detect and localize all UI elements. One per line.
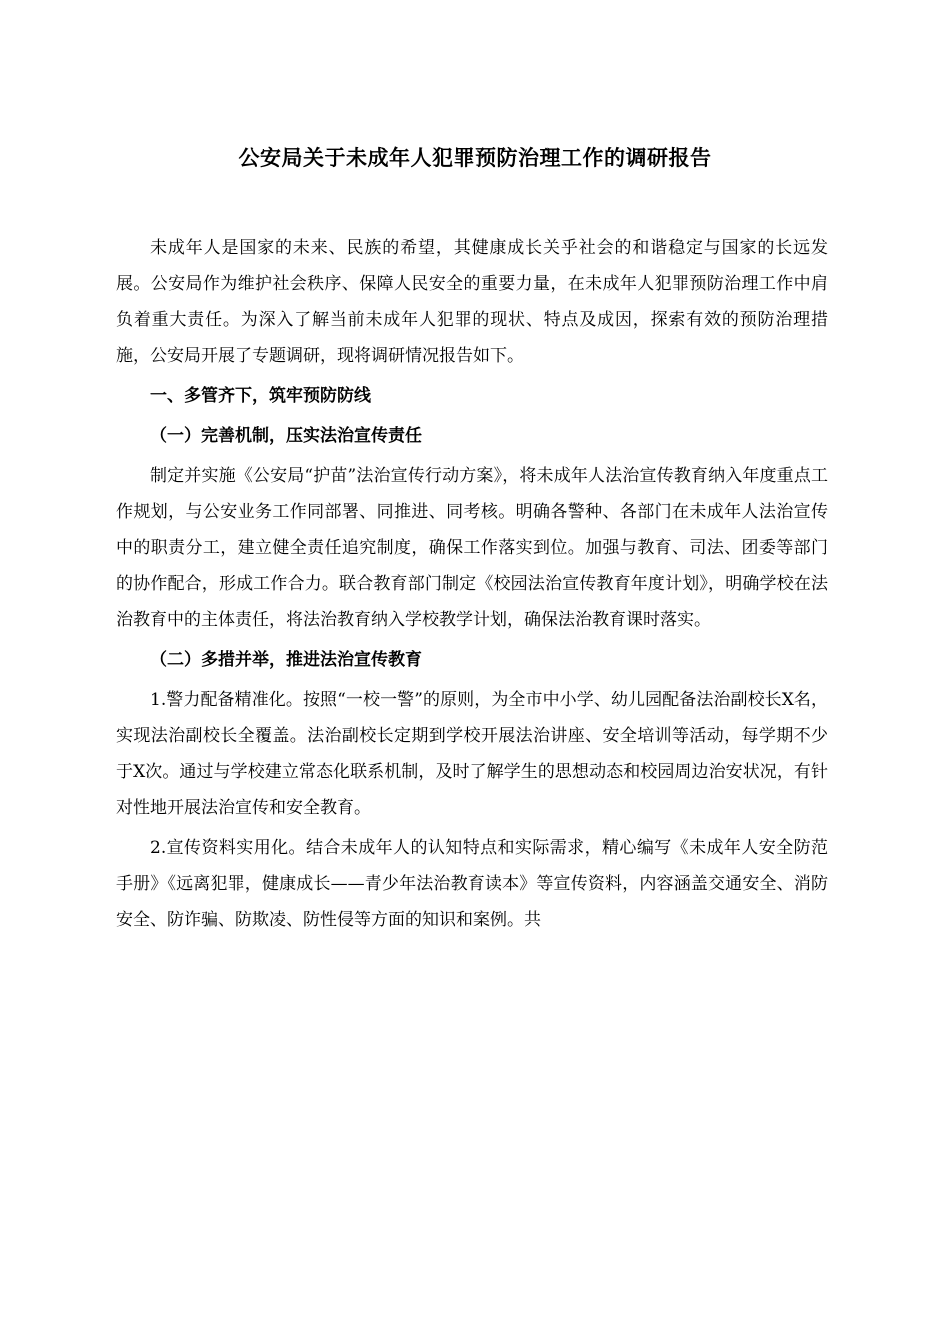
subsection-2-item-2: 2.宣传资料实用化。结合未成年人的认知特点和实际需求，精心编写《未成年人安全防范手册》《远离犯罪，健康成长——青少年法治教育读本》等宣传资料，内容涵盖交通安全、消防安全、防诈骗、防欺凌、防性侵等方面的知识和案例。共: [116, 838, 828, 930]
document-body: [116, 230, 828, 938]
subsection-1-paragraph: 制定并实施《公安局“护苗”法治宣传行动方案》，将未成年人法治宣传教育纳入年度重点工作规划，与公安业务工作同部署、同推进、同考核。明确各警种、各部门在未成年人法治宣传中的职责分工，建立健全责任追究制度，确保工作落实到位。加强与教育、司法、团委等部门的协作配合，形成工作合力。联合教育部门制定《校园法治宣传教育年度计划》，明确学校在法治教育中的主体责任，将法治教育纳入学校教学计划，确保法治教育课时落实。: [116, 466, 828, 630]
intro-paragraph: 未成年人是国家的未来、民族的希望，其健康成长关乎社会的和谐稳定与国家的长远发展。公安局作为维护社会秩序、保障人民安全的重要力量，在未成年人犯罪预防治理工作中肩负着重大责任。为深入了解当前未成年人犯罪的现状、特点及成因，探索有效的预防治理措施，公安局开展了专题调研，现将调研情况报告如下。: [116, 238, 828, 366]
subsection-2-heading: （二）多措并举，推进法治宣传教育: [150, 650, 422, 670]
section-1-heading: 一、多管齐下，筑牢预防防线: [150, 386, 371, 406]
subsection-2-item-1: 1.警力配备精准化。按照“一校一警”的原则，为全市中小学、幼儿园配备法治副校长X名，实现法治副校长全覆盖。法治副校长定期到学校开展法治讲座、安全培训等活动，每学期不少于X次。通过与学校建立常态化联系机制，及时了解学生的思想动态和校园周边治安状况，有针对性地开展法治宣传和安全教育。: [116, 690, 828, 818]
document-title: 公安局关于未成年人犯罪预防治理工作的调研报告: [238, 145, 712, 170]
subsection-1-heading: （一）完善机制，压实法治宣传责任: [150, 426, 422, 446]
